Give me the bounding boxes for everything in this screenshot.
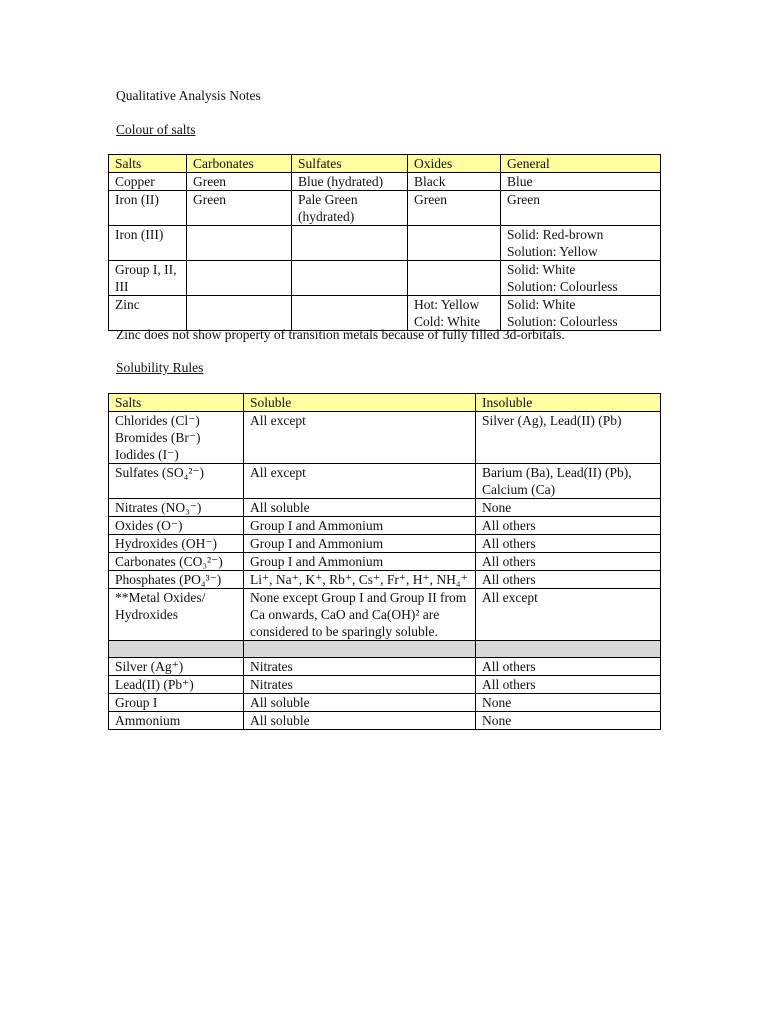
table-cell: Sulfates (SO₄²⁻) bbox=[109, 464, 244, 499]
table-row bbox=[109, 464, 661, 499]
table-cell bbox=[476, 641, 661, 658]
header-cell: Soluble bbox=[244, 394, 476, 412]
table-cell bbox=[187, 296, 292, 331]
table-cell: All soluble bbox=[244, 694, 476, 712]
table-cell bbox=[244, 641, 476, 658]
table-cell: Oxides (O⁻) bbox=[109, 517, 244, 535]
colour-table bbox=[108, 154, 661, 331]
table-cell: Group I and Ammonium bbox=[244, 553, 476, 571]
table-cell: Lead(II) (Pb⁺) bbox=[109, 676, 244, 694]
table-cell: All others bbox=[476, 517, 661, 535]
table-cell: None bbox=[476, 694, 661, 712]
header-row bbox=[109, 155, 661, 173]
header-cell: Sulfates bbox=[292, 155, 408, 173]
header-cell: Salts bbox=[109, 394, 244, 412]
table-cell: Phosphates (PO₄³⁻) bbox=[109, 571, 244, 589]
table-cell: Black bbox=[408, 173, 501, 191]
table-row bbox=[109, 571, 661, 589]
table-row bbox=[109, 658, 661, 676]
table-cell: None bbox=[476, 499, 661, 517]
table-cell: Silver (Ag), Lead(II) (Pb) bbox=[476, 412, 661, 464]
table-cell: Green bbox=[501, 191, 661, 226]
table-cell bbox=[408, 226, 501, 261]
table-cell: Green bbox=[408, 191, 501, 226]
table-cell: Zinc bbox=[109, 296, 187, 331]
table-cell bbox=[109, 641, 244, 658]
table-cell bbox=[292, 261, 408, 296]
table-cell: Barium (Ba), Lead(II) (Pb), Calcium (Ca) bbox=[476, 464, 661, 499]
table-cell bbox=[292, 296, 408, 331]
table-cell: All soluble bbox=[244, 712, 476, 730]
table-row bbox=[109, 535, 661, 553]
table-cell: All others bbox=[476, 553, 661, 571]
table-cell: Nitrates (NO₃⁻) bbox=[109, 499, 244, 517]
table-cell: Hot: Yellow Cold: White bbox=[408, 296, 501, 331]
table-cell: Green bbox=[187, 173, 292, 191]
table-row bbox=[109, 589, 661, 641]
table-cell: Blue bbox=[501, 173, 661, 191]
table-cell: All soluble bbox=[244, 499, 476, 517]
table-cell: None except Group I and Group II from Ca onwards, CaO and Ca(OH)² are considered to be sparingly soluble. bbox=[244, 589, 476, 641]
table-cell: Group I and Ammonium bbox=[244, 517, 476, 535]
header-cell: Oxides bbox=[408, 155, 501, 173]
table-cell: Chlorides (Cl⁻) Bromides (Br⁻) Iodides (I⁻) bbox=[109, 412, 244, 464]
table-cell: Solid: White Solution: Colourless bbox=[501, 296, 661, 331]
table-cell: Nitrates bbox=[244, 676, 476, 694]
table-cell bbox=[408, 261, 501, 296]
table-row bbox=[109, 694, 661, 712]
table-cell: Ammonium bbox=[109, 712, 244, 730]
table-cell: Group I, II, III bbox=[109, 261, 187, 296]
solubility-table bbox=[108, 393, 661, 730]
table-cell: Solid: White Solution: Colourless bbox=[501, 261, 661, 296]
table-row bbox=[109, 676, 661, 694]
zinc-note: Zinc does not show property of transition metals because of fully filled 3d-orbitals. bbox=[116, 327, 565, 342]
table-cell: Carbonates (CO₃²⁻) bbox=[109, 553, 244, 571]
header-cell: Carbonates bbox=[187, 155, 292, 173]
table-row bbox=[109, 261, 661, 296]
table-cell: Nitrates bbox=[244, 658, 476, 676]
table-row bbox=[109, 191, 661, 226]
table-row bbox=[109, 226, 661, 261]
table-cell: **Metal Oxides/ Hydroxides bbox=[109, 589, 244, 641]
table-cell bbox=[292, 226, 408, 261]
table-cell: All except bbox=[244, 412, 476, 464]
header-cell: Salts bbox=[109, 155, 187, 173]
table-cell: None bbox=[476, 712, 661, 730]
separator-row bbox=[109, 641, 661, 658]
table-row bbox=[109, 412, 661, 464]
header-row bbox=[109, 394, 661, 412]
table-cell: Li⁺, Na⁺, K⁺, Rb⁺, Cs⁺, Fr⁺, H⁺, NH₄⁺ bbox=[244, 571, 476, 589]
header-cell: General bbox=[501, 155, 661, 173]
table-cell bbox=[187, 261, 292, 296]
table-cell: All others bbox=[476, 535, 661, 553]
table-row bbox=[109, 517, 661, 535]
table-cell: Pale Green (hydrated) bbox=[292, 191, 408, 226]
table-row bbox=[109, 296, 661, 331]
table-cell: Group I and Ammonium bbox=[244, 535, 476, 553]
table-cell: All except bbox=[476, 589, 661, 641]
table-cell bbox=[187, 226, 292, 261]
table-cell: All others bbox=[476, 571, 661, 589]
table-row bbox=[109, 173, 661, 191]
table-cell: All except bbox=[244, 464, 476, 499]
table-cell: Iron (II) bbox=[109, 191, 187, 226]
table-cell: Green bbox=[187, 191, 292, 226]
solubility-heading: Solubility Rules bbox=[116, 360, 204, 375]
table-cell: All others bbox=[476, 658, 661, 676]
colour-heading: Colour of salts bbox=[116, 122, 196, 137]
header-cell: Insoluble bbox=[476, 394, 661, 412]
table-cell: Iron (III) bbox=[109, 226, 187, 261]
document-title: Qualitative Analysis Notes bbox=[116, 88, 261, 103]
table-cell: Hydroxides (OH⁻) bbox=[109, 535, 244, 553]
table-cell: Blue (hydrated) bbox=[292, 173, 408, 191]
table-row bbox=[109, 553, 661, 571]
table-cell: All others bbox=[476, 676, 661, 694]
table-cell: Solid: Red-brown Solution: Yellow bbox=[501, 226, 661, 261]
table-cell: Group I bbox=[109, 694, 244, 712]
table-row bbox=[109, 712, 661, 730]
table-row bbox=[109, 499, 661, 517]
table-cell: Copper bbox=[109, 173, 187, 191]
table-cell: Silver (Ag⁺) bbox=[109, 658, 244, 676]
